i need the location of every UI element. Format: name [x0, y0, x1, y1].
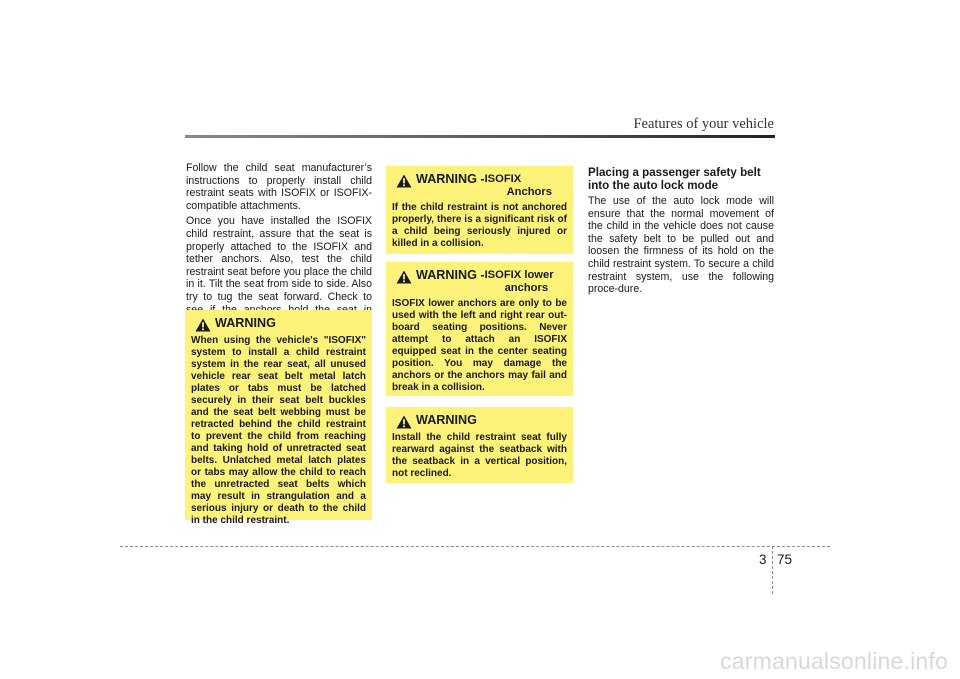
warning-subtitle	[485, 269, 554, 295]
warning-label: WARNING -	[416, 268, 485, 282]
warning-subtitle	[485, 173, 552, 199]
right-column	[588, 166, 774, 299]
warning-subtitle-line2: Anchors	[506, 186, 552, 198]
warning-header	[392, 173, 567, 199]
warning-text: ISOFIX lower anchors are only to be used with the left and right rear out-board seating positions. Never attempt to attach an ISOFIX equipped seat in the center seating position. You may damage the anchors or the anchors may fail and break in a collision.	[392, 298, 567, 393]
left-column	[186, 162, 372, 332]
section-heading: Placing a passenger safety belt into the auto lock mode	[588, 166, 761, 192]
footer-rule	[120, 546, 830, 547]
warning-triangle-icon	[396, 415, 412, 429]
warning-header	[392, 414, 567, 429]
warning-box-isofix-anchors	[386, 166, 573, 254]
warning-label: WARNING	[416, 413, 477, 427]
warning-header	[392, 269, 567, 295]
intro-paragraph: Follow the child seat manufacturer’s instructions to properly install child restraint seats with ISOFIX or ISOFIX-compatible attachments.	[186, 162, 372, 212]
chapter-number: 3	[759, 552, 767, 567]
footer-divider	[772, 546, 773, 594]
warning-box-isofix-lower-anchors	[386, 262, 573, 396]
warning-label: WARNING -	[416, 172, 485, 186]
warning-subtitle-line1: ISOFIX lower	[484, 269, 554, 281]
test-paragraph: Once you have installed the ISOFIX child restraint, assure that the seat is properly attached to the ISOFIX and tether anchors. Also, test the child restraint seat before you place the child in it. Tilt the seat from side to side. Also try to tug the seat forward. Check to	[186, 215, 372, 303]
warning-text: When using the vehicle's "ISOFIX" system to install a child restraint system in the rear seat, all unused vehicle rear seat belt metal latch plates or tabs must be latched securely in their seat belt buckles and the seat belt webbing must be retracted behind the child restraint to prevent the child from reaching and taking hold of unretracted seat belts. Unlatched metal latch plates or tabs may allow the child to reach the unretracted seat belts which may result in strangulation and a serious injury or death to the child in the child restraint.	[191, 335, 366, 526]
auto-lock-paragraph: The use of the auto lock mode will ensure that the normal movement of the child in the vehicle does not cause the safety belt to be pulled out and loosen the firmness of its hold on the child restraint system. To secure a child restraint system, use the following proce-dure.	[588, 195, 774, 296]
watermark: carmanualsonline.info	[720, 648, 948, 674]
warning-box-seatback	[386, 407, 573, 483]
warning-triangle-icon	[195, 318, 211, 332]
warning-text: If the child restraint is not anchored properly, there is a significant risk of a child being seriously injured or killed in a collision.	[392, 202, 567, 249]
header-title: Features of your vehicle	[633, 116, 774, 132]
warning-triangle-icon	[396, 174, 412, 188]
page-number: 75	[777, 552, 793, 567]
warning-label: WARNING	[215, 316, 276, 330]
warning-text: Install the child restraint seat fully rearward against the seatback with the seatback in a vertical position, not reclined.	[392, 432, 567, 479]
warning-header	[191, 317, 366, 332]
warning-subtitle-line2: anchors	[504, 282, 549, 294]
warning-subtitle-line1: ISOFIX	[484, 173, 522, 185]
warning-box-isofix-belts	[185, 310, 372, 526]
warning-triangle-icon	[396, 270, 412, 284]
header-rule	[185, 135, 775, 138]
